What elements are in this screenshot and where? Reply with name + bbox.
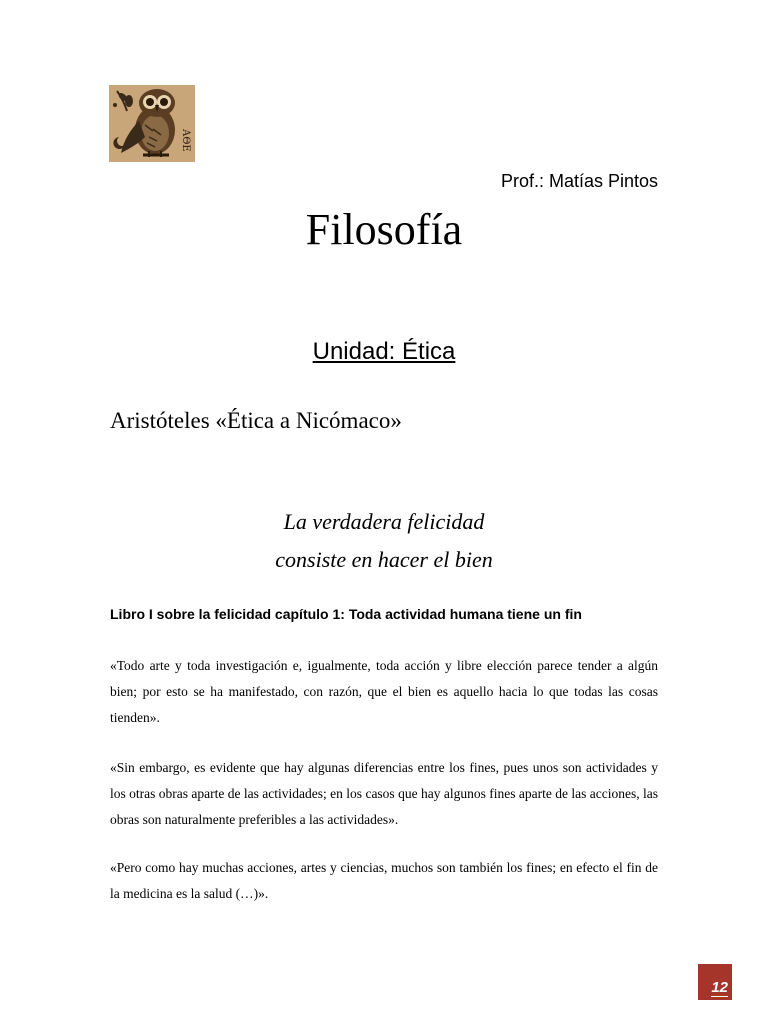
chapter-heading: Libro I sobre la felicidad capítulo 1: Toda actividad humana tiene un fin [110,606,582,622]
page-title: Filosofía [305,205,463,254]
work-title: Aristóteles «Ética a Nicómaco» [110,408,402,433]
page-number-badge [698,964,732,1000]
professor-name: Prof.: Matías Pintos [500,171,658,191]
page-number: 12 [711,979,728,996]
paragraph-1: «Todo arte y toda investigación e, igualmente, toda acción y libre elección parece tender a algún bien; por esto se ha manifestado, con razón, que el bien es aquello hacia lo que todas las cosas tienden». [110,658,658,725]
paragraph-3: «Pero como hay muchas acciones, artes y ciencias, muchos son también los fines; en efecto el fin de la medicina es la salud (…)». [110,860,658,901]
owl-icon [109,85,195,162]
quote-line-2: consiste en hacer el bien [275,547,493,572]
unit-heading: Unidad: Ética [312,338,456,365]
quote-line-1: La verdadera felicidad [283,509,485,534]
featured-quote [0,503,768,579]
paragraph-2: «Sin embargo, es evidente que hay algunas diferencias entre los fines, pues unos son actividades y los otras obras aparte de las actividades; en los casos que hay algunos fines aparte de las acciones, las obras son naturalmente preferibles a las actividades». [110,760,658,827]
owl-logo [109,85,195,162]
svg-text:ΑΘΕ: ΑΘΕ [180,129,191,152]
